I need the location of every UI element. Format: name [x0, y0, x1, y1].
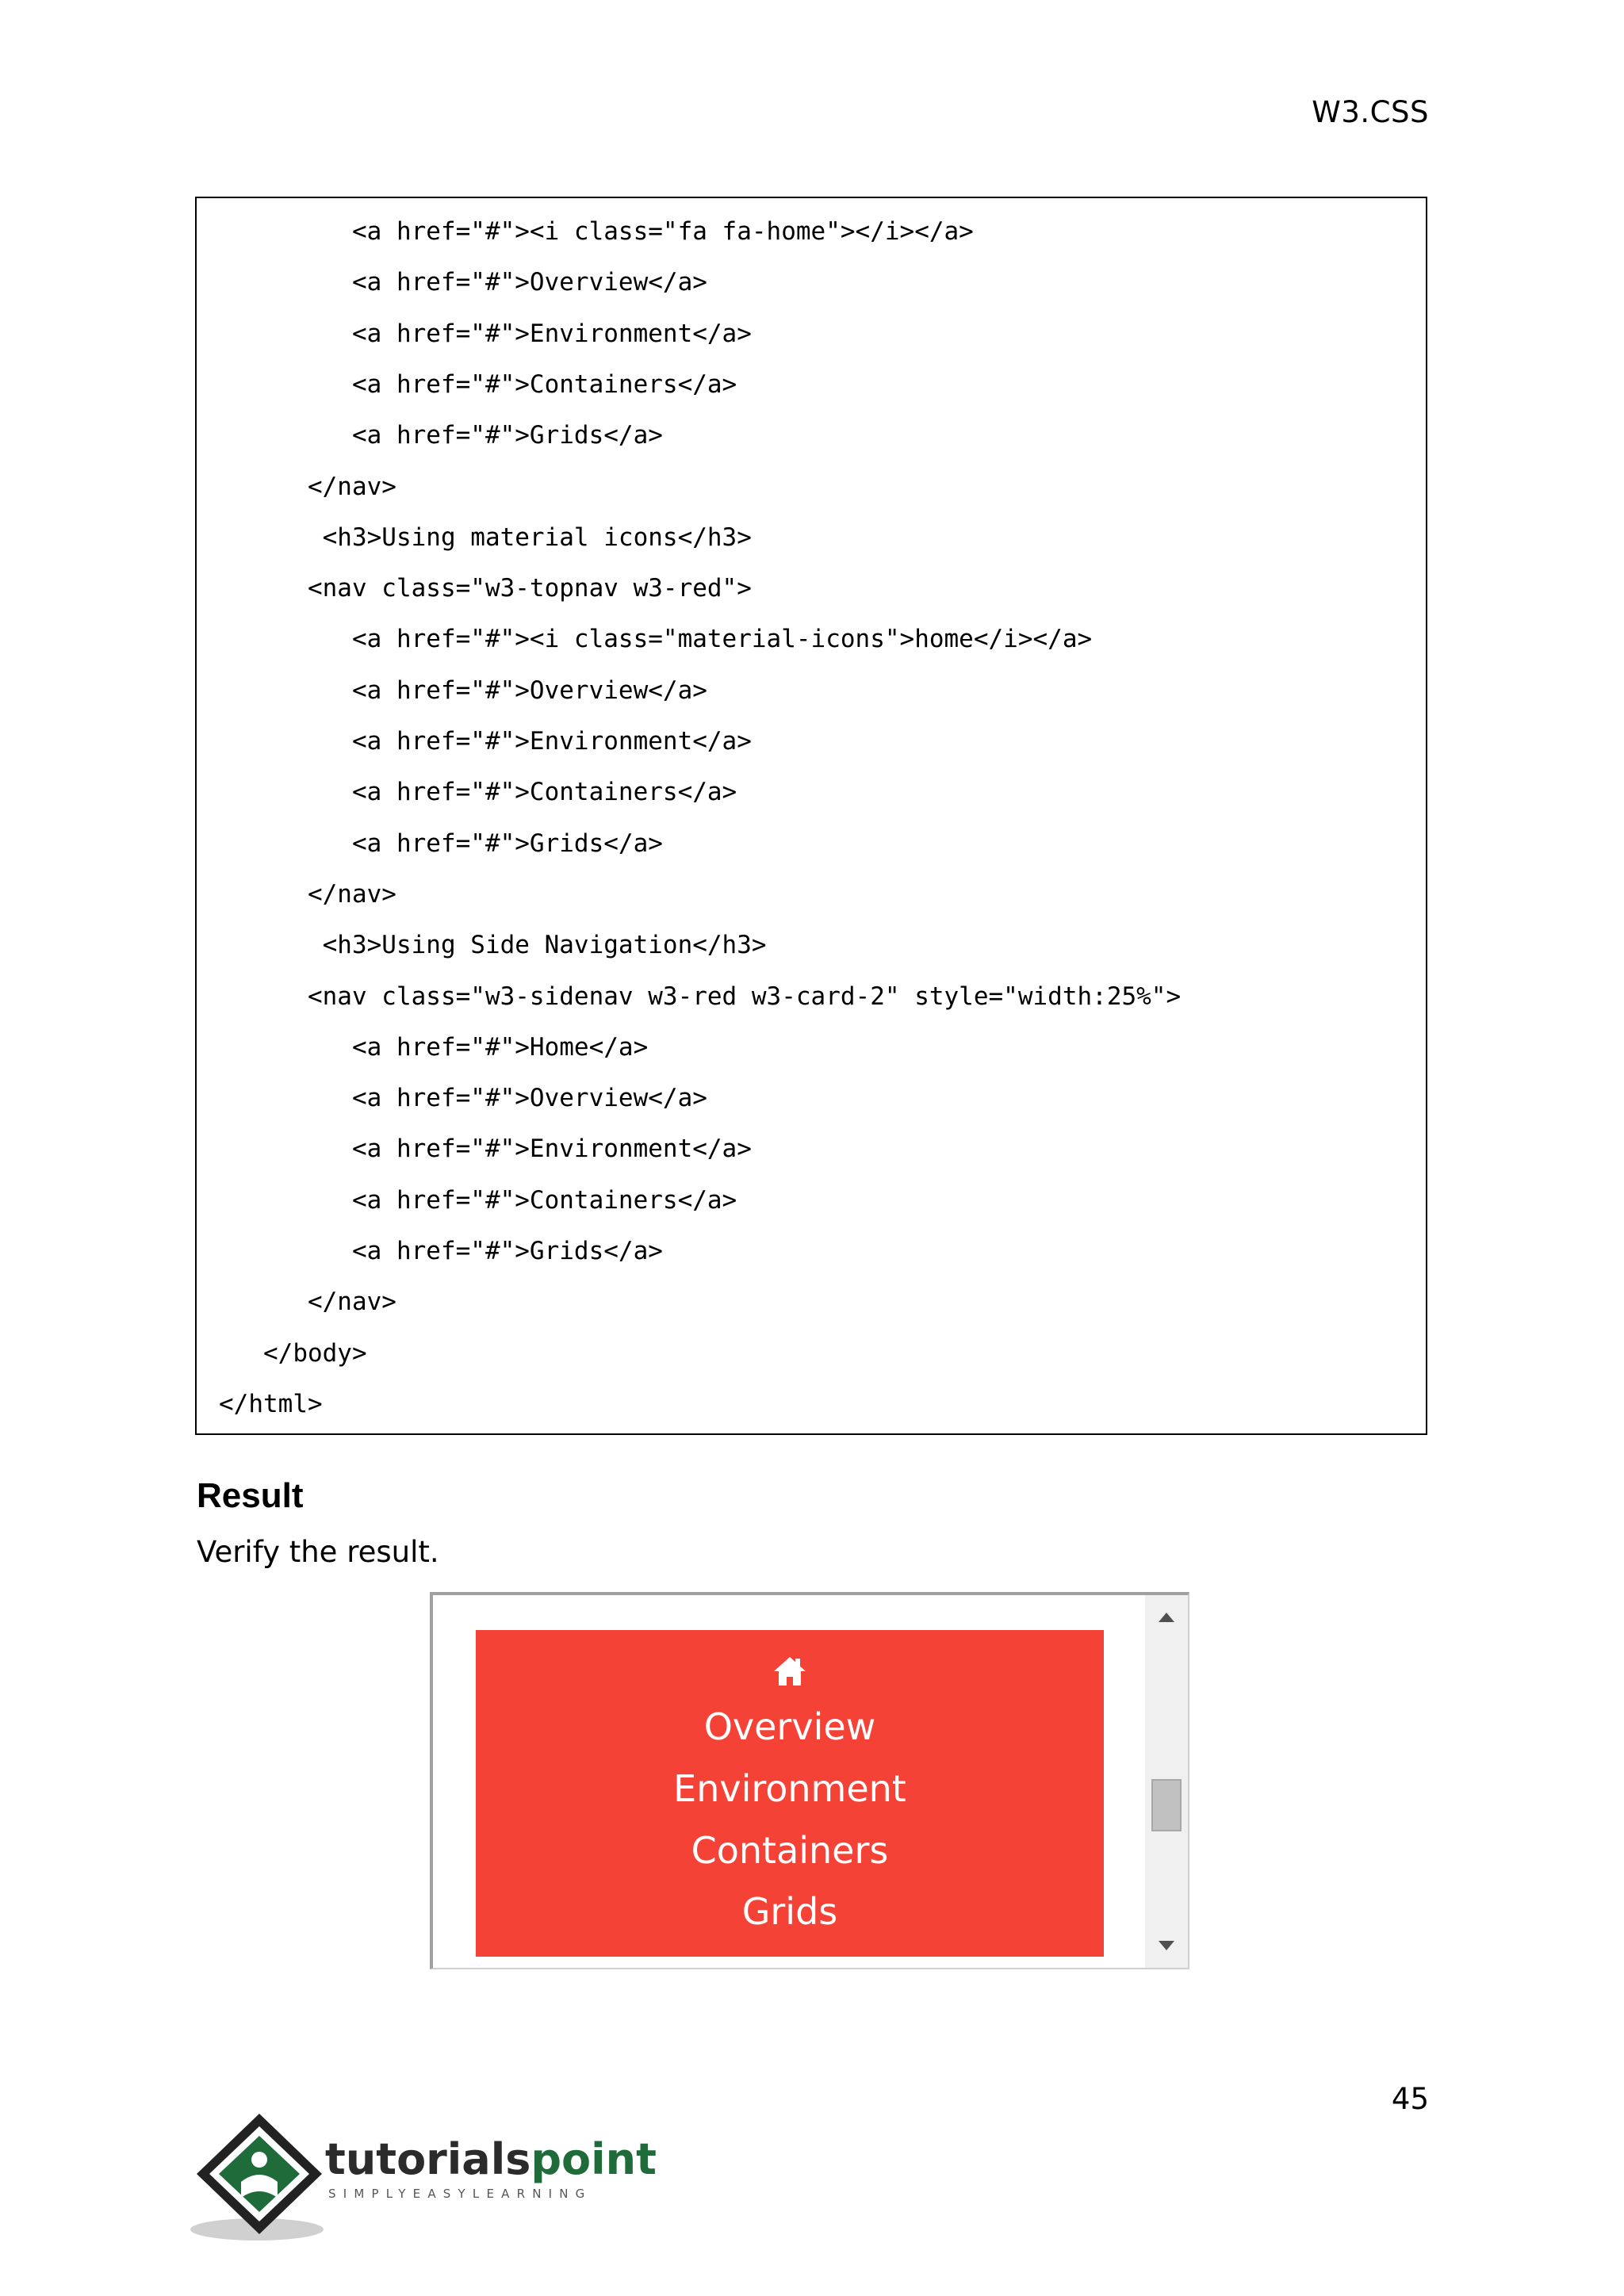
vertical-scrollbar[interactable] — [1145, 1595, 1188, 1968]
code-line: <a href="#">Overview</a> — [219, 268, 707, 297]
result-heading: Result — [197, 1476, 304, 1515]
code-line: <a href="#"><i class="material-icons">home</i></a> — [219, 625, 1093, 654]
code-block — [195, 197, 1427, 1435]
nav-link-environment[interactable]: Environment — [673, 1767, 906, 1810]
code-line: <a href="#">Grids</a> — [219, 1237, 663, 1265]
code-line: <a href="#">Grids</a> — [219, 421, 663, 450]
verify-text: Verify the result. — [197, 1535, 439, 1569]
code-line: <a href="#">Home</a> — [219, 1032, 649, 1062]
code-line: <a href="#"><i class="fa fa-home"></i></a> — [219, 217, 974, 246]
topnav-preview — [476, 1630, 1104, 1957]
code-line: </nav> — [219, 472, 396, 501]
code-line: <a href="#">Overview</a> — [219, 1084, 707, 1113]
nav-link-overview[interactable]: Overview — [703, 1705, 876, 1748]
code-line: <a href="#">Grids</a> — [219, 828, 663, 858]
code-line: <h3>Using material icons</h3> — [219, 522, 752, 552]
scroll-up-arrow-icon[interactable] — [1159, 1613, 1174, 1622]
nav-link-grids[interactable]: Grids — [741, 1890, 838, 1933]
result-preview-frame — [430, 1592, 1189, 1969]
home-icon — [772, 1655, 807, 1687]
code-line: </nav> — [219, 1288, 396, 1317]
code-line: <a href="#">Environment</a> — [219, 1135, 752, 1164]
code-line: <a href="#">Containers</a> — [219, 778, 737, 807]
home-link[interactable] — [476, 1655, 1104, 1687]
code-line: <a href="#">Environment</a> — [219, 727, 752, 756]
code-line: <a href="#">Environment</a> — [219, 319, 752, 348]
tutorialspoint-logo-icon — [192, 2109, 657, 2244]
code-line: <a href="#">Containers</a> — [219, 1185, 737, 1215]
code-line: <nav class="w3-sidenav w3-red w3-card-2" style="width:25%"> — [219, 982, 1182, 1011]
code-line: </nav> — [219, 879, 396, 909]
code-line: </body> — [219, 1338, 367, 1368]
scroll-down-arrow-icon[interactable] — [1159, 1941, 1174, 1950]
scroll-thumb[interactable] — [1151, 1779, 1182, 1831]
nav-link-containers[interactable]: Containers — [691, 1829, 889, 1872]
page-number: 45 — [1391, 2082, 1429, 2116]
code-line: <a href="#">Overview</a> — [219, 675, 707, 705]
svg-text:tutorialspoint: tutorialspoint — [325, 2134, 657, 2184]
code-line: <nav class="w3-topnav w3-red"> — [219, 574, 752, 603]
code-line: <h3>Using Side Navigation</h3> — [219, 931, 767, 960]
page-header-title: W3.CSS — [1312, 95, 1429, 129]
tutorialspoint-logo — [192, 2109, 657, 2247]
svg-text:SIMPLYEASYLEARNING: SIMPLYEASYLEARNING — [328, 2187, 592, 2201]
code-line: <a href="#">Containers</a> — [219, 369, 737, 399]
code-line: </html> — [219, 1389, 323, 1418]
